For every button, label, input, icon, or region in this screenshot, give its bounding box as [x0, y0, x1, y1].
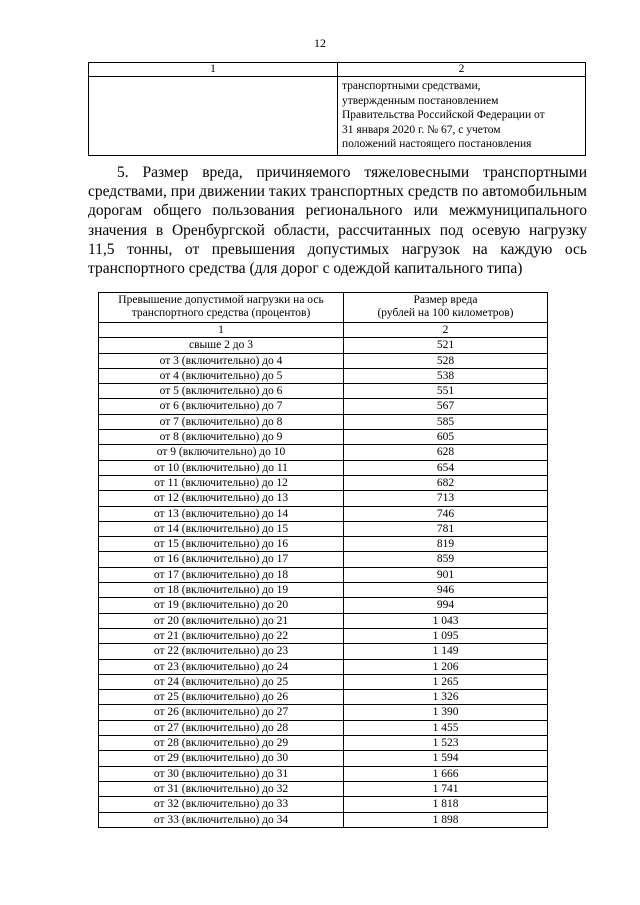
paragraph-line: 5. Размер вреда, причиняемого тяжеловесными транспортными — [117, 164, 587, 181]
load-range-cell: от 6 (включительно) до 7 — [99, 399, 344, 414]
table-row — [99, 430, 548, 445]
paragraph-line: средствами, при движении таких транспортных средств по автомобильным — [88, 183, 587, 201]
damage-value-cell: 538 — [344, 368, 548, 383]
paragraph-line: дорогам общего пользования регионального или межмуниципального — [88, 202, 587, 220]
load-range-cell: от 16 (включительно) до 17 — [99, 552, 344, 567]
load-range-cell: от 19 (включительно) до 20 — [99, 598, 344, 613]
load-range-cell: от 15 (включительно) до 16 — [99, 537, 344, 552]
continuation-text — [338, 77, 586, 156]
damage-value-cell: 946 — [344, 583, 548, 598]
load-range-cell: от 25 (включительно) до 26 — [99, 690, 344, 705]
continuation-line: 31 января 2020 г. № 67, с учетом — [342, 123, 501, 136]
damage-value-cell: 746 — [344, 506, 548, 521]
table-row — [99, 628, 548, 643]
damage-value-cell: 567 — [344, 399, 548, 414]
load-range-cell: свыше 2 до 3 — [99, 338, 344, 353]
table-row — [99, 368, 548, 383]
header-line: Размер вреда — [413, 294, 478, 306]
damage-value-cell: 1 265 — [344, 674, 548, 689]
table-row — [99, 353, 548, 368]
table-row — [99, 445, 548, 460]
load-range-cell: от 14 (включительно) до 15 — [99, 521, 344, 536]
damage-value-cell: 521 — [344, 338, 548, 353]
damage-value-cell: 819 — [344, 537, 548, 552]
load-range-cell: от 3 (включительно) до 4 — [99, 353, 344, 368]
damage-value-cell: 1 326 — [344, 690, 548, 705]
load-range-cell: от 24 (включительно) до 25 — [99, 674, 344, 689]
header-line: Превышение допустимой нагрузки на ось — [118, 294, 324, 306]
load-range-cell: от 5 (включительно) до 6 — [99, 384, 344, 399]
load-range-cell: от 32 (включительно) до 33 — [99, 797, 344, 812]
table-row — [99, 766, 548, 781]
table-row — [99, 598, 548, 613]
damage-value-cell: 551 — [344, 384, 548, 399]
load-range-cell: от 29 (включительно) до 30 — [99, 751, 344, 766]
column-number-1: 1 — [89, 63, 338, 77]
table-row — [99, 414, 548, 429]
table-row — [99, 338, 548, 353]
table-row — [99, 812, 548, 827]
table-row — [99, 705, 548, 720]
load-range-cell: от 26 (включительно) до 27 — [99, 705, 344, 720]
header-load-excess — [99, 293, 344, 323]
load-range-cell: от 12 (включительно) до 13 — [99, 491, 344, 506]
header-line: (рублей на 100 километров) — [377, 307, 514, 319]
table-row — [99, 460, 548, 475]
damage-value-cell: 781 — [344, 521, 548, 536]
load-range-cell: от 8 (включительно) до 9 — [99, 430, 344, 445]
empty-cell — [89, 77, 338, 156]
paragraph-line: 11,5 тонны, от превышения допустимых нагрузок на каждую ось — [88, 240, 587, 258]
table-row — [99, 521, 548, 536]
load-range-cell: от 4 (включительно) до 5 — [99, 368, 344, 383]
page-number: 12 — [314, 36, 326, 50]
damage-value-cell: 1 390 — [344, 705, 548, 720]
load-range-cell: от 11 (включительно) до 12 — [99, 475, 344, 490]
header-damage-size — [344, 293, 548, 323]
table-row — [99, 552, 548, 567]
damage-value-cell: 682 — [344, 475, 548, 490]
table-row — [99, 583, 548, 598]
paragraph-line: транспортного средства (для дорог с одеждой капитального типа) — [88, 260, 523, 278]
damage-table — [98, 292, 548, 828]
table-row — [99, 690, 548, 705]
damage-value-cell: 528 — [344, 353, 548, 368]
load-range-cell: от 10 (включительно) до 11 — [99, 460, 344, 475]
load-range-cell: от 30 (включительно) до 31 — [99, 766, 344, 781]
header-line: транспортного средства (процентов) — [131, 307, 311, 319]
load-range-cell: от 31 (включительно) до 32 — [99, 781, 344, 796]
load-range-cell: от 22 (включительно) до 23 — [99, 644, 344, 659]
damage-value-cell: 1 594 — [344, 751, 548, 766]
table-row — [99, 384, 548, 399]
table-row — [99, 399, 548, 414]
damage-value-cell: 713 — [344, 491, 548, 506]
load-range-cell: от 9 (включительно) до 10 — [99, 445, 344, 460]
damage-value-cell: 1 043 — [344, 613, 548, 628]
continuation-line: транспортными средствами, — [342, 80, 481, 92]
load-range-cell: от 27 (включительно) до 28 — [99, 720, 344, 735]
damage-value-cell: 901 — [344, 567, 548, 582]
damage-value-cell: 859 — [344, 552, 548, 567]
damage-value-cell: 628 — [344, 445, 548, 460]
table-row — [99, 751, 548, 766]
table-row — [99, 491, 548, 506]
table-row — [99, 781, 548, 796]
continuation-line: Правительства Российской Федерации от — [342, 109, 545, 121]
load-range-cell: от 21 (включительно) до 22 — [99, 628, 344, 643]
damage-value-cell: 1 455 — [344, 720, 548, 735]
damage-value-cell: 654 — [344, 460, 548, 475]
damage-value-cell: 1 741 — [344, 781, 548, 796]
table-row — [99, 674, 548, 689]
damage-value-cell: 1 206 — [344, 659, 548, 674]
load-range-cell: от 28 (включительно) до 29 — [99, 736, 344, 751]
damage-value-cell: 1 818 — [344, 797, 548, 812]
column-number-1: 1 — [99, 323, 344, 338]
damage-value-cell: 1 095 — [344, 628, 548, 643]
damage-value-cell: 1 666 — [344, 766, 548, 781]
continuation-line: положений настоящего постановления — [342, 138, 532, 150]
table-row — [99, 506, 548, 521]
table-row — [99, 613, 548, 628]
table-row — [99, 644, 548, 659]
damage-value-cell: 605 — [344, 430, 548, 445]
continuation-line: утвержденным постановлением — [342, 94, 499, 107]
damage-value-cell: 1 149 — [344, 644, 548, 659]
load-range-cell: от 7 (включительно) до 8 — [99, 414, 344, 429]
column-number-2: 2 — [344, 323, 548, 338]
load-range-cell: от 17 (включительно) до 18 — [99, 567, 344, 582]
damage-value-cell: 585 — [344, 414, 548, 429]
continuation-table — [88, 62, 586, 156]
table-row — [99, 797, 548, 812]
load-range-cell: от 33 (включительно) до 34 — [99, 812, 344, 827]
paragraph-line: значения в Оренбургской области, рассчитанных под осевую нагрузку — [88, 221, 587, 239]
load-range-cell: от 20 (включительно) до 21 — [99, 613, 344, 628]
table-row — [99, 736, 548, 751]
table-row — [99, 567, 548, 582]
load-range-cell: от 23 (включительно) до 24 — [99, 659, 344, 674]
table-row — [99, 475, 548, 490]
load-range-cell: от 18 (включительно) до 19 — [99, 583, 344, 598]
damage-value-cell: 1 898 — [344, 812, 548, 827]
column-number-2: 2 — [338, 63, 586, 77]
damage-value-cell: 1 523 — [344, 736, 548, 751]
section-5-paragraph — [88, 163, 587, 278]
table-row — [99, 659, 548, 674]
table-row — [99, 537, 548, 552]
damage-value-cell: 994 — [344, 598, 548, 613]
load-range-cell: от 13 (включительно) до 14 — [99, 506, 344, 521]
table-row — [99, 720, 548, 735]
